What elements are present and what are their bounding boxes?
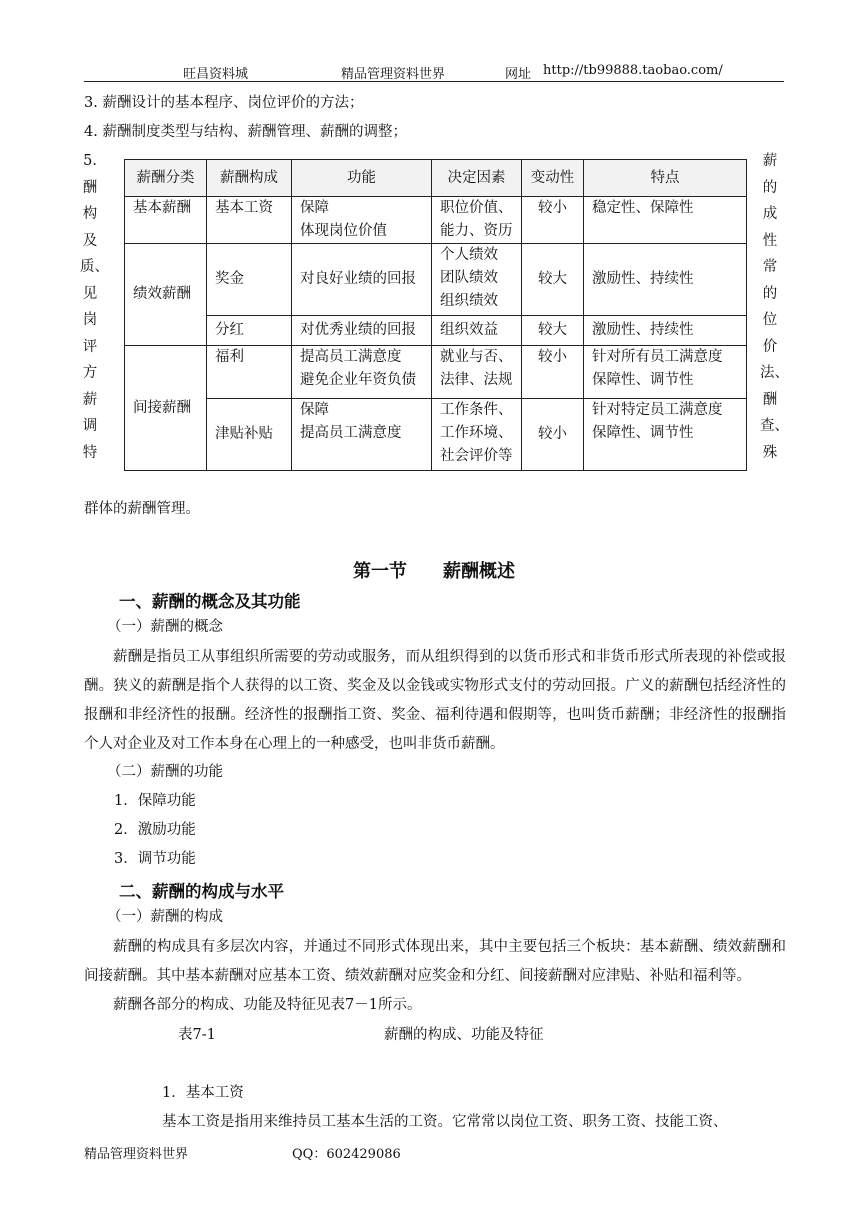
table-row: [125, 244, 747, 316]
category-cell: 基本薪酬: [125, 197, 207, 244]
category-cell: 绩效薪酬: [125, 244, 207, 346]
function-cell: 提高员工满意度 避免企业年资负债: [292, 346, 432, 399]
factors-cell: 组织效益: [432, 316, 522, 346]
variability-cell: 较小: [522, 346, 584, 399]
item5-left-char: 见: [82, 285, 98, 302]
item5-left-char: 岗: [82, 312, 98, 328]
footer-left: 精品管理资料世界: [84, 1147, 189, 1162]
function-cell: 对优秀业绩的回报: [292, 316, 432, 346]
item5-right-char: 的: [762, 285, 778, 302]
item5-left-char: 酬: [82, 179, 98, 196]
item5-right-char: 法、: [760, 365, 789, 381]
features-cell: 针对所有员工满意度 保障性、调节性: [584, 346, 747, 399]
factors-cell: 就业与否、 法律、法规: [432, 346, 522, 399]
item5-right-char: 的: [762, 179, 778, 196]
intro-item-4: 4. 薪酬制度类型与结构、薪酬管理、薪酬的调整；: [84, 124, 407, 140]
header-divider: [84, 81, 784, 82]
category-cell: 间接薪酬: [125, 346, 207, 471]
header-url[interactable]: http://tb99888.taobao.com/: [543, 63, 723, 78]
features-cell: 稳定性、保障性: [584, 197, 747, 244]
table-header-row: [125, 160, 747, 197]
item5-right-char: 位: [762, 312, 778, 328]
variability-cell: 较大: [522, 244, 584, 316]
table-header-cell: 决定因素: [432, 160, 522, 197]
item5-right-char: 殊: [762, 444, 778, 461]
item5-right-char: 酬: [762, 391, 778, 408]
table-row: [125, 399, 747, 471]
footer-qq: QQ：602429086: [292, 1147, 401, 1162]
item5-right-char: 查、: [760, 418, 789, 434]
heading-concept-function: 一、薪酬的概念及其功能: [119, 592, 301, 611]
salary-table: [124, 159, 747, 471]
heading-structure-level: 二、薪酬的构成与水平: [119, 882, 284, 901]
header-left: 旺昌资料城: [183, 67, 249, 82]
table-header-cell: 薪酬构成: [207, 160, 292, 197]
function-cell: 保障 体现岗位价值: [292, 197, 432, 244]
list-item: 2．激励功能: [114, 822, 196, 838]
basic-wage-text: 基本工资是指用来维持员工基本生活的工资。它常常以岗位工资、职务工资、技能工资、: [162, 1114, 728, 1130]
item5-right-char: 薪: [762, 153, 778, 169]
features-cell: 针对特定员工满意度 保障性、调节性: [584, 399, 747, 471]
factors-cell: 工作条件、 工作环境、 社会评价等: [432, 399, 522, 471]
item5-left-char: 5.: [83, 153, 97, 169]
component-cell: 福利: [207, 346, 292, 399]
function-cell: 对良好业绩的回报: [292, 244, 432, 316]
component-cell: 基本工资: [207, 197, 292, 244]
item5-left-char: 方: [82, 365, 98, 381]
table-header-cell: 薪酬分类: [125, 160, 207, 197]
list-item: 3．调节功能: [114, 851, 196, 867]
variability-cell: 较小: [522, 399, 584, 471]
table-header-cell: 特点: [584, 160, 747, 197]
section-title: 第一节 薪酬概述: [353, 561, 515, 582]
item5-tail: 群体的薪酬管理。: [84, 501, 200, 517]
function-cell: 保障 提高员工满意度: [292, 399, 432, 471]
subheading-structure: （一）薪酬的构成: [107, 909, 223, 925]
table-row: [125, 316, 747, 346]
paragraph-concept: 薪酬是指员工从事组织所需要的劳动或服务，而从组织得到的以货币形式和非货币形式所表现的补偿或报酬。狭义的薪酬是指个人获得的以工资、奖金及以金钱或实物形式支付的劳动回报。广义的薪酬包括经济性的报酬和非经济性的报酬。经济性的报酬指工资、奖金、福利待遇和假期等，也叫货币薪酬；非经济性的报酬指个人对企业及对工作本身在心理上的一种感受，也叫非货币薪酬。: [84, 649, 786, 752]
features-cell: 激励性、持续性: [584, 316, 747, 346]
item5-right-char: 成: [762, 206, 778, 222]
paragraph-structure: 薪酬的构成具有多层次内容，并通过不同形式体现出来，其中主要包括三个板块：基本薪酬、绩效薪酬和间接薪酬。其中基本薪酬对应基本工资、绩效薪酬对应奖金和分红、间接薪酬对应津贴、补贴和福利等。: [84, 939, 786, 984]
item5-left-char: 质、: [80, 259, 109, 275]
item5-left-char: 及: [82, 232, 98, 249]
component-cell: 津贴补贴: [207, 399, 292, 471]
factors-cell: 个人绩效 团队绩效 组织绩效: [432, 244, 522, 316]
intro-item-3: 3. 薪酬设计的基本程序、岗位评价的方法；: [84, 95, 364, 111]
item5-left-char: 薪: [82, 391, 98, 408]
table-caption-title: 薪酬的构成、功能及特征: [384, 1027, 544, 1043]
item5-left-char: 特: [82, 444, 98, 461]
item5-left-char: 评: [82, 338, 98, 355]
variability-cell: 较大: [522, 316, 584, 346]
factors-cell: 职位价值、 能力、资历: [432, 197, 522, 244]
item5-right-char: 价: [762, 338, 778, 355]
table-row: [125, 197, 747, 244]
item5-left-char: 构: [82, 206, 98, 222]
item5-right-char: 性: [762, 232, 778, 249]
table-header-cell: 变动性: [522, 160, 584, 197]
header-url-label: 网址: [505, 67, 532, 82]
table-caption-number: 表7-1: [178, 1027, 216, 1043]
component-cell: 分红: [207, 316, 292, 346]
basic-wage-heading: 1．基本工资: [162, 1085, 244, 1101]
header-center: 精品管理资料世界: [341, 67, 446, 82]
component-cell: 奖金: [207, 244, 292, 316]
subheading-concept: （一）薪酬的概念: [107, 619, 223, 635]
list-item: 1．保障功能: [114, 793, 196, 809]
paragraph-table-ref: 薪酬各部分的构成、功能及特征见表7－1所示。: [113, 997, 422, 1013]
item5-right-char: 常: [762, 259, 778, 275]
variability-cell: 较小: [522, 197, 584, 244]
table-header-cell: 功能: [292, 160, 432, 197]
table-row: [125, 346, 747, 399]
features-cell: 激励性、持续性: [584, 244, 747, 316]
subheading-function: （二）薪酬的功能: [107, 764, 223, 780]
item5-left-char: 调: [82, 418, 98, 434]
